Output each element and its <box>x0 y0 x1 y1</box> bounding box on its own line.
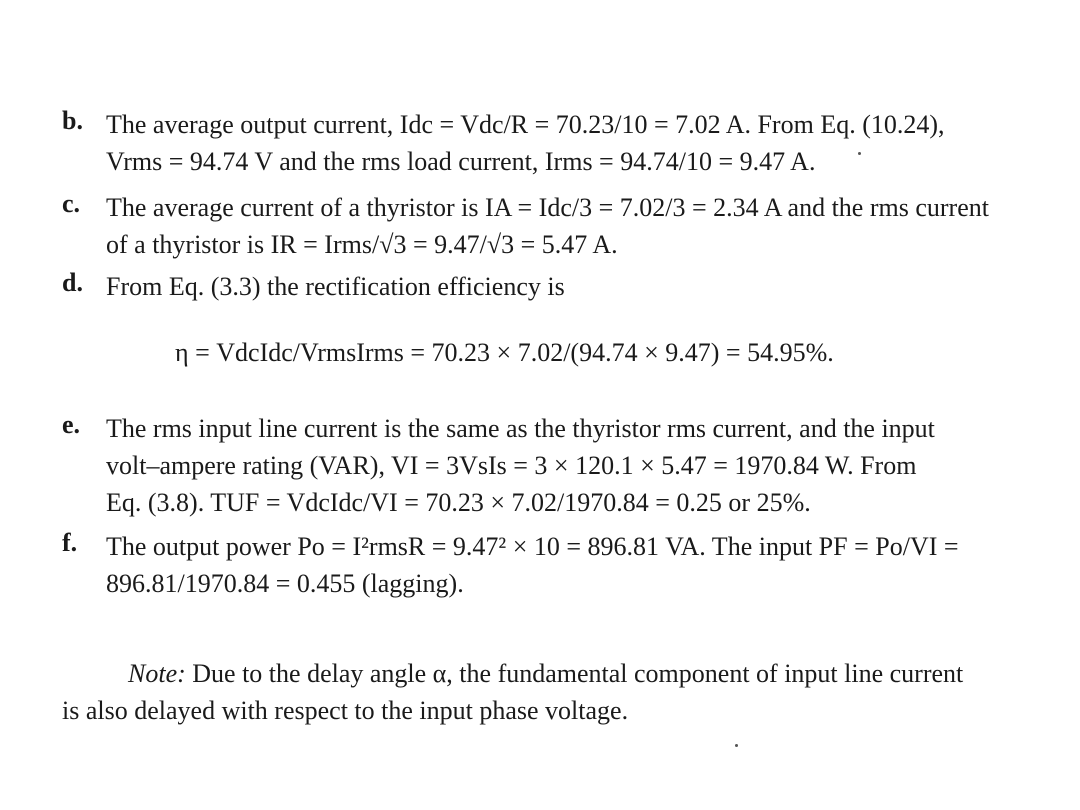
item-f-line-1: The output power Po = I²rmsR = 9.47² × 10 = 896.81 VA. The input PF = Po/VI = <box>106 532 959 561</box>
note-line-2: is also delayed with respect to the input phase voltage. <box>62 696 629 725</box>
item-b-line-2: Vrms = 94.74 V and the rms load current, Irms = 94.74/10 = 9.47 A. <box>106 147 816 176</box>
note-line-1 <box>62 655 1022 692</box>
item-e-line-3: Eq. (3.8). TUF = VdcIdc/VI = 70.23 × 7.02/1970.84 = 0.25 or 25%. <box>106 488 811 517</box>
efficiency-equation: η = VdcIdc/VrmsIrms = 70.23 × 7.02/(94.74 × 9.47) = 54.95%. <box>175 338 834 367</box>
scan-speck <box>858 152 861 155</box>
item-c-line-1: The average current of a thyristor is IA = Idc/3 = 7.02/3 = 2.34 A and the rms current <box>106 193 989 222</box>
item-d-line-1: From Eq. (3.3) the rectification efficiency is <box>106 272 565 301</box>
item-label-c: c. <box>62 189 81 218</box>
item-label-b: b. <box>62 106 83 135</box>
note-text-1: Due to the delay angle α, the fundamental component of input line current <box>192 659 964 688</box>
item-label-e: e. <box>62 410 81 439</box>
item-e-line-2: volt–ampere rating (VAR), VI = 3VsIs = 3 × 120.1 × 5.47 = 1970.84 W. From <box>106 451 917 480</box>
item-label-f: f. <box>62 528 78 557</box>
note-paragraph <box>62 655 1022 729</box>
item-e-line-1: The rms input line current is the same as the thyristor rms current, and the input <box>106 414 935 443</box>
note-label: Note: <box>128 659 186 688</box>
item-f-line-2: 896.81/1970.84 = 0.455 (lagging). <box>106 569 464 598</box>
item-b-line-1: The average output current, Idc = Vdc/R = 70.23/10 = 7.02 A. From Eq. (10.24), <box>106 110 945 139</box>
item-label-d: d. <box>62 268 83 297</box>
scan-speck <box>735 744 738 747</box>
item-c-line-2: of a thyristor is IR = Irms/√3 = 9.47/√3 = 5.47 A. <box>106 230 618 259</box>
